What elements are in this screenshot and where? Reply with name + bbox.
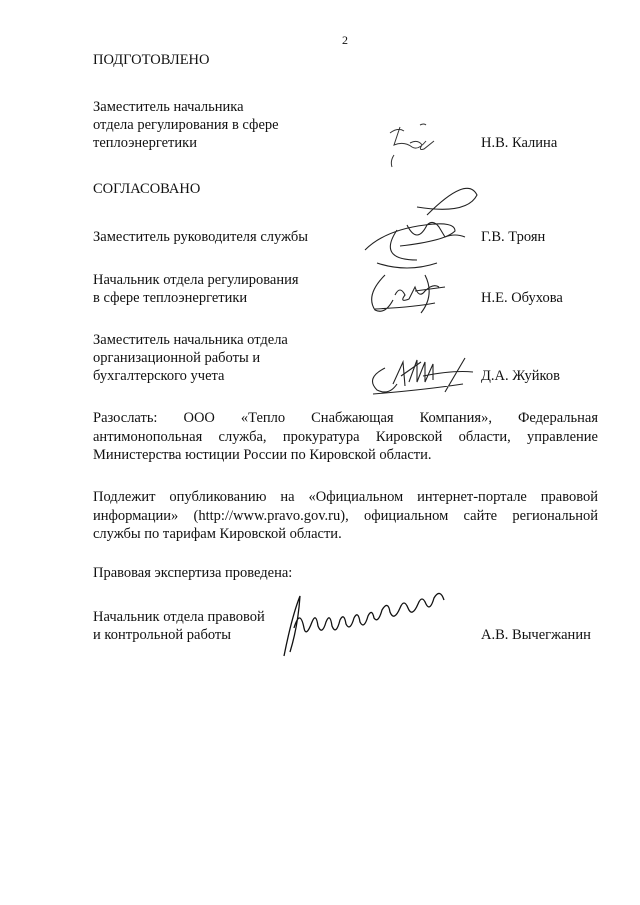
legal-review-position-line: и контрольной работы [93,627,231,643]
signature-troyan [357,185,482,275]
agreed-position-line: Заместитель руководителя службы [93,229,309,245]
legal-review-position-line: Начальник отдела правовой [93,609,265,625]
prepared-position-line: Заместитель начальника [93,99,244,115]
agreed-name: Н.Е. Обухова [481,290,563,306]
signature-zhuykov [365,348,485,398]
legal-review-heading: Правовая экспертиза проведена: [93,565,293,581]
prepared-name: Н.В. Калина [481,135,558,151]
legal-review-name: А.В. Вычегжанин [481,627,591,643]
publication-text: Подлежит опубликованию на «Официальном интернет-портале правовой информации» (http://www.pravo.gov.ru), официальном сайте региональной службы по тарифам Кировской области. [93,489,598,542]
agreed-name: Д.А. Жуйков [481,368,560,384]
distribution-text: Разослать: ООО «Тепло Снабжающая Компания», Федеральная антимонопольная служба, прокуратура Кировской области, управление Министерства юстиции России по Кировской области. [93,410,598,463]
prepared-heading: ПОДГОТОВЛЕНО [93,52,210,68]
agreed-heading: СОГЛАСОВАНО [93,181,201,197]
agreed-position-line: Заместитель начальника отдела [93,332,288,348]
signature-kalina [380,115,455,170]
agreed-position-line: организационной работы и [93,350,261,366]
agreed-name: Г.В. Троян [481,229,546,245]
agreed-position-line: в сфере теплоэнергетики [93,290,248,306]
agreed-position-line: бухгалтерского учета [93,368,225,384]
prepared-position-line: теплоэнергетики [93,135,197,151]
signature-obukhova [365,265,455,315]
prepared-position-line: отдела регулирования в сфере [93,117,279,133]
signature-vychegzhanin [280,590,465,660]
page-number: 2 [342,33,348,47]
agreed-position-line: Начальник отдела регулирования [93,272,299,288]
